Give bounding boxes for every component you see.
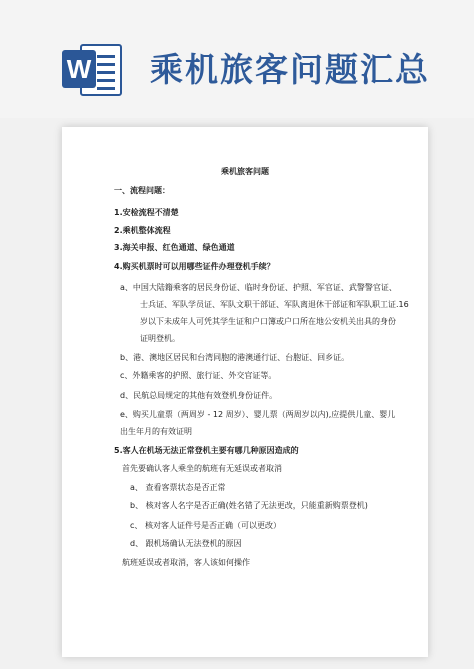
page-title: 乘机旅客问题汇总 <box>150 50 430 89</box>
document-page <box>62 127 428 657</box>
answer-5c: c、 核对客人证件号是否正确（可以更改） <box>130 521 281 530</box>
header-band <box>0 0 474 118</box>
answer-4c: c、外籍乘客的护照、旅行证、外交官证等。 <box>120 371 277 380</box>
question-5: 5.客人在机场无法正常登机主要有哪几种原因造成的 <box>114 446 299 455</box>
answer-4b: b、港、澳地区居民和台湾同胞的港澳通行证、台胞证、回乡证。 <box>120 353 350 362</box>
answer-5d: d、 跟机场确认无法登机的原因 <box>130 539 242 548</box>
question-1: 1.安检流程不清楚 <box>114 208 179 217</box>
answer-4a-line-3: 岁以下未成年人可凭其学生证和户口簿或户口所在地公安机关出具的身份 <box>140 317 396 326</box>
question-2: 2.乘机整体流程 <box>114 226 171 235</box>
doc-title: 乘机旅客问题 <box>221 167 269 176</box>
answer-4a-line-2: 士兵证、军队学员证、军队文职干部证、军队离退休干部证和军队职工证.16 <box>140 300 409 309</box>
answer-5a: a、 查看客票状态是否正常 <box>130 483 226 492</box>
answer-4d: d、民航总局规定的其他有效登机身份证件。 <box>120 391 278 400</box>
answer-4a-line-4: 证明登机。 <box>140 334 180 343</box>
answer-5-outro: 航班延误或者取消，客人该如何操作 <box>122 558 250 567</box>
answer-4e-line-2: 出生年月的有效证明 <box>120 427 192 436</box>
question-4: 4.购买机票时可以用哪些证件办理登机手续？ <box>114 262 275 271</box>
answer-4e-line-1: e、购买儿童票（两周岁 - 12 周岁）、婴儿票（两周岁以内),应提供儿童、婴儿 <box>120 410 396 419</box>
answer-5b: b、 核对客人名字是否正确(姓名错了无法更改，只能重新购票登机) <box>130 501 368 510</box>
answer-5-intro: 首先要确认客人乘坐的航班有无延误或者取消 <box>122 464 282 473</box>
word-letter: W <box>62 50 96 88</box>
document-body <box>62 127 428 657</box>
section-heading: 一、流程问题： <box>114 186 170 195</box>
question-3: 3.海关申报、红色通道、绿色通道 <box>114 243 235 252</box>
answer-4a-line-1: a、中国大陆籍乘客的居民身份证、临时身份证、护照、军官证、武警警官证、 <box>120 283 397 292</box>
word-document-icon <box>62 40 122 100</box>
